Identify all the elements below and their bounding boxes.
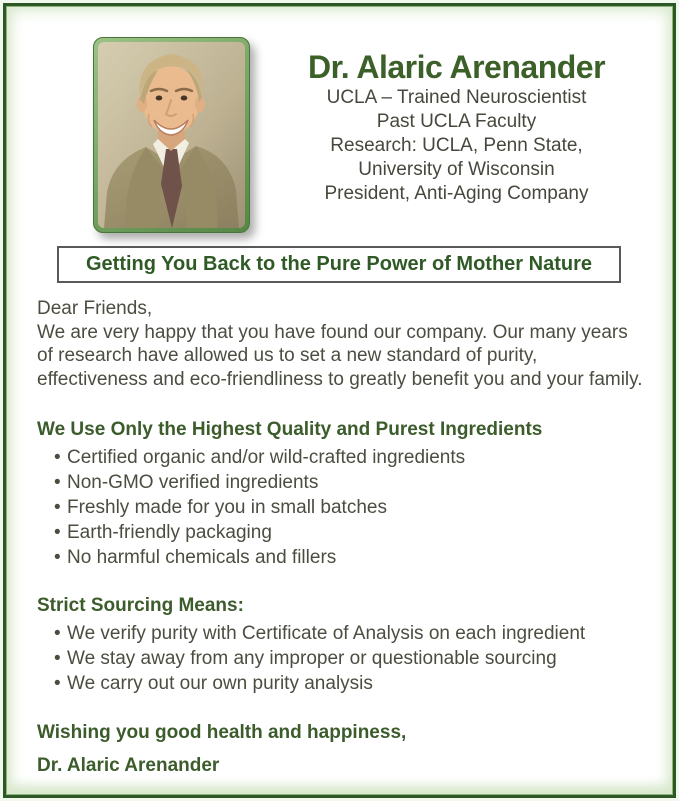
bullet-text: No harmful chemicals and fillers (67, 547, 337, 568)
list-item (54, 470, 645, 495)
signature-name: Dr. Alaric Arenander (37, 755, 220, 776)
slogan-text: Getting You Back to the Pure Power of Mother Nature (86, 253, 592, 275)
bullet-text: We carry out our own purity analysis (67, 673, 373, 694)
bullet-text: Non-GMO verified ingredients (67, 472, 319, 493)
closing-line: Wishing you good health and happiness, (37, 722, 407, 743)
bullet-icon: • (54, 472, 61, 493)
portrait-frame (93, 37, 250, 233)
bullet-icon: • (54, 522, 61, 543)
letter-opening (37, 297, 645, 391)
bullet-text: Freshly made for you in small batches (67, 497, 387, 518)
bullet-icon: • (54, 648, 61, 669)
doctor-name: Dr. Alaric Arenander (307, 49, 606, 85)
list-item (54, 671, 645, 696)
list-item (54, 646, 645, 671)
bordered-sheet (3, 3, 676, 798)
bullet-text: Earth-friendly packaging (67, 522, 272, 543)
portrait-photo (98, 42, 245, 228)
list-item (54, 495, 645, 520)
credential-line: UCLA – Trained Neuroscientist (326, 87, 587, 108)
credential-line: President, Anti-Aging Company (324, 183, 589, 204)
sourcing-bullet-list (37, 621, 645, 696)
section-heading-ingredients: We Use Only the Highest Quality and Purest Ingredients (37, 419, 543, 440)
slogan-banner (57, 246, 621, 283)
section-heading-sourcing: Strict Sourcing Means: (37, 595, 244, 616)
bullet-text: We stay away from any improper or questionable sourcing (67, 648, 557, 669)
ingredients-bullet-list (37, 445, 645, 570)
credential-line: Past UCLA Faculty (376, 111, 537, 132)
list-item (54, 545, 645, 570)
bullet-icon: • (54, 497, 61, 518)
letter-body (37, 297, 645, 778)
bullet-text: We verify purity with Certificate of Analysis on each ingredient (67, 623, 586, 644)
bullet-text: Certified organic and/or wild-crafted ingredients (67, 447, 466, 468)
intro-paragraph: We are very happy that you have found our company. Our many years of research have allowed us to set a new standard of purity, effectiveness and eco-friendliness to greatly benefit you and your family. (37, 321, 643, 390)
bullet-icon: • (54, 547, 61, 568)
header (37, 37, 645, 233)
credential-line: Research: UCLA, Penn State, (330, 135, 583, 156)
page-content (6, 6, 673, 795)
list-item (54, 621, 645, 646)
identity-block (250, 37, 645, 206)
bullet-icon: • (54, 673, 61, 694)
list-item (54, 520, 645, 545)
bullet-icon: • (54, 447, 61, 468)
credential-line: University of Wisconsin (358, 159, 555, 180)
bullet-icon: • (54, 623, 61, 644)
list-item (54, 445, 645, 470)
salutation: Dear Friends, (37, 298, 153, 319)
